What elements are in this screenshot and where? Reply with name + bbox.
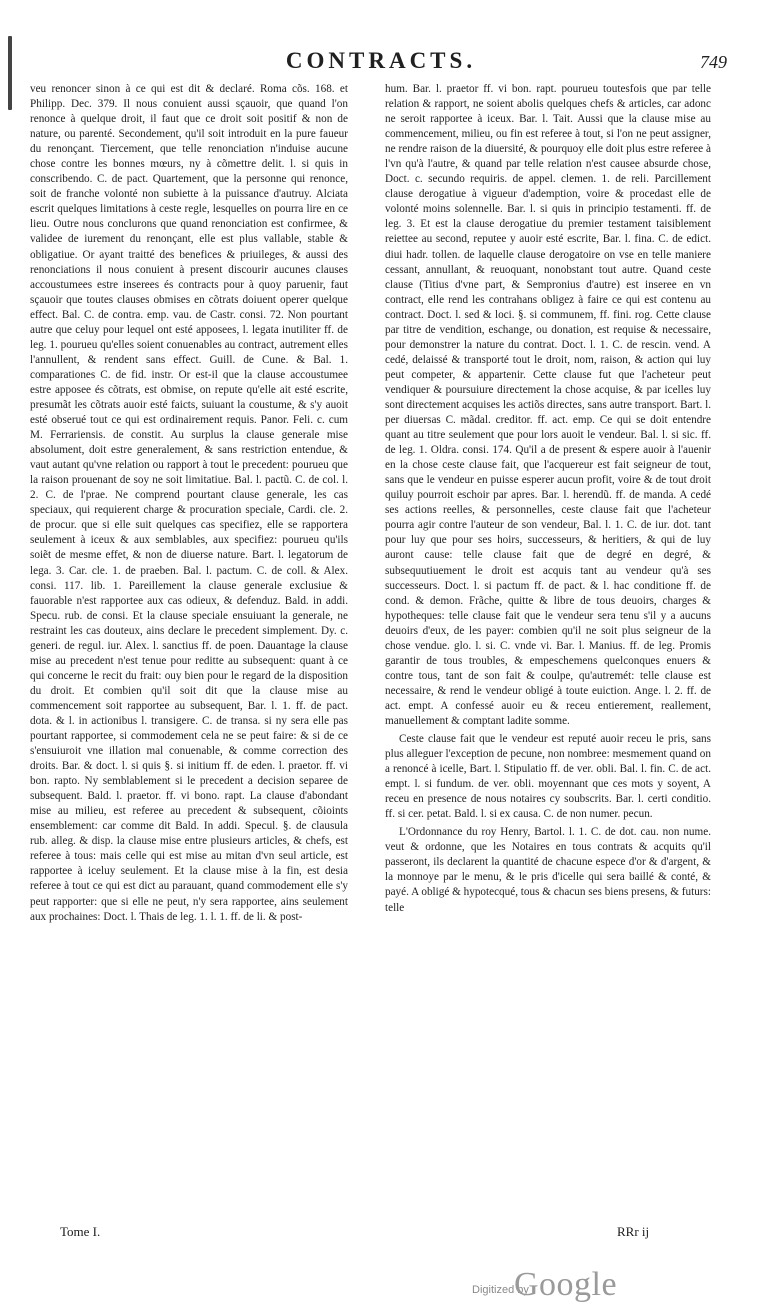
paragraph: hum. Bar. l. praetor ff. vi bon. rapt. pourueu toutesfois que par telle relation & rapport, ne soient abolis quelques chefs & articles, car adonc ne seroit rapportee à iceux. Bar. l. Tait. Aussi que la clause mise au commencement, milieu, ou fin est referee à tout, si l'on ne peut assigner, ne rendre raison de la diuersité, & pourquoy elle doit plus estre referee à l'vn qu'à l'autre, & quand par telle relation n'est causee absurde chose, Doct. c. secundo requiris. de appel. clemen. 1. de reli. Parcillement clause derogatiue à vigueur d'ademption, voire & procedast elle de volonté moins solennelle. Bar. l. si quis in principio testamenti. ff. de leg. 3. Et est la clause derogatiue du premier testament taisiblement reiettee au second, reputee y auoir esté escrite, Bar. l. fina. C. de edict. diui hadr. tollen. de laquelle clause derogatoire on vse en telle maniere cessant, annullant, & reuoquant, nonobstant tout autre. Quand ceste clause (Titius d'vne part, & Sempronius d'autre) est inseree en vn contract, elle rend les contrahans obligez à faire ce qui est contenu au contract. Doct. l. sed & loci. §. si communem, ff. fini. rog. Cette clause par titre de vendition, eschange, ou donation, est requise & necessaire, pour demonstrer la nature du contrat. Doct. l. 1. C. de rescin. vend. A cedé, delaissé & transporté tout le droit, nom, raison, & action qui luy peut competer, & appartenir. Cette clause fut que l'acheteur peut vendiquer & poursuiure directement la chose acquise, & par icelles luy sont directement acquises les actiõs directes, sans autre transport. Bart. l. per diuersas C. mãdal. creditor. ff. act. emp. Ce qui se doit entendre quant au titre seulement que pour lors auoit le vendeur. Bal. l. si sic. ff. de leg. 1. Oldra. consi. 174. Qu'il a de present & espere auoir à l'auenir en la chose ceste clause fait, que l'acquereur est fait seigneur de tout, sans que le vendeur en puisse esperer aucun profit, voire & de tout droit quiluy pourroit eschoir par apres. Bar. l. herendũ. ff. de manda. A cedé ses actions reelles, & personnelles, ceste clause fait que l'acheteur pourra agir contre l'auteur de son vendeur, Bal. l. 1. C. de iur. dot. tant pour luy que pour ses hoirs, successeurs, & heritiers, & qui de luy auront cause: telle clause fait que de degré en degré, & subsequutiuement le droit est acquis tant au vendeur qu'à ses successeurs. Doct. l. si pactum ff. de pact. & l. hac conditione ff. de cond. & demon. Frãche, quitte & libre de tous deuoirs, charges & hypotheques: telle clause fait que le vendeur sera tenu s'il y a aucuns deuoirs d'eux, de les payer: combien qu'il ne soit plus seigneur de la chose vendue. glo. l. si. C. vnde vi. Bar. l. Manius. ff. de leg. Promis garantir de tous troubles, & empeschemens quelconques enuers & contre tous, tant de son fait & coulpe, qu'autremét: telle clause est necessaire, & rend le vendeur obligé à toute euiction. Ange. l. 2. ff. de act. empt. A confessé auoir eu & receu entierement, reallement, manuellement & comptant ladite somme. xyxy=(385,83,711,727)
left-column xyxy=(30,82,348,1230)
paragraph: L'Ordonnance du roy Henry, Bartol. l. 1. C. de dot. cau. non nume. veut & ordonne, que les Notaires en tous contrats & acquits qu'il passeront, ils declarent la quantité de chacune espece d'or & d'argent, & la monnoye par le menu, & le pris d'icelle qui sera baillé & conté, & payé. A obligé & hypotecqué, tous & chacun ses biens presens, & futurs: telle xyxy=(385,826,711,914)
paragraph: veu renoncer sinon à ce qui est dit & declaré. Roma cõs. 168. et Philipp. Dec. 379. Il nous conuient aussi sçauoir, que quand l'on renonce à quelque droit, il faut que ce droit soit positif & non de nature, ou parenté. Secondement, qu'il soit introduit en la pure faueur du renonçant. Tiercement, que telle renonciation n'induise aucune chose contre les bonnes mœurs, ny à cõmettre delit. l. si quis in conscribendo. C. de pact. Quartement, que la personne qui renonce, soit de franche volonté non subiette à la puissance d'autruy. Alciata escrit quelques limitations à ceste regle, lesquelles on pourra lire en ce lieu. Outre nous conclurons que quand renonciation est confirmee, & validee de iurement du renonçant, elle est plus vallable, stable & obligatiue. Or ayant traitté des benefices & priuileges, & aussi des renonciations il nous conuient à present discourir aucunes clauses accoustumees estre inserees és contracts pour à quoy paruenir, faut sçauoir que toutes clauses obmises en cõtrats doiuent operer quelque effect. Bal. C. de contra. emp. vau. de Castr. consi. 72. Non pourtant autre que celuy pour lequel ont esté apposees, l. legata inutiliter ff. de leg. 1. pourueu qu'elles soient conuenables au contract, autrement elles l'annullent, & rendent sans effect. Guill. de Cune. & Bal. 1. comparationes C. de fid. instr. Or est-il que la clause accoustumee estre apposee és cõtrats, est obmise, on repute qu'elle ait esté escrite, presumãt les cõtrats auoir esté faicts, suiuant la coustume, & s'y auoit esté obserué tout ce qui est ordinairement requis. Panor. Feli. c. cum M. Ferrariensis. de constit. Au surplus la clause generale mise absolument, doit estre generalement, & sans restriction entendue, & vaut autant qu'vne relation ou rapport à tout le precedent: pourueu que la raison prouenant de soy ne soit limitatiue. Bal. l. pactũ. C. de col. l. 2. C. de l'prae. Ne comprend pourtant clause generale, les cas speciaux, qui requierent charge & procuration speciale, Cardi. cle. 2. de procur. que si elle suit quelques cas specifiez, elle se rapportera seulement à iceux & aux semblables, aux specifiez: pourueu qu'ils soiẽt de mesme effet, & non de diuerse nature. Bart. l. legatorum de lega. 3. Car. cle. 1. de praeben. Bal. l. pactum. C. de coll. & Alex. consi. 117. lib. 1. Pareillement la clause generale exclusiue & fauorable n'est rapportee aux cas odieux, & defenduz. Bald. in addi. Specu. rub. de consi. Et la clause speciale ensuiuant la generale, ne restraint les cas douteux, ains declare le precedent simplement. Dy. c. generi. de regul. iur. Alex. l. sanctius ff. de poen. Dauantage la clause mise au precedent n'est tenue pour reditte au subsequent: quant à ce qui concerne le recit du frait: ouy bien pour le regard de la disposition du droit. Et combien qu'il soit dit que la clause mise au commencement soit rapportee au subsequent, Bar. l. 1. ff. de pact. dota. & l. in actionibus l. transigere. C. de transa. si ny sera elle pas pourtant rapportee, si commodement cela ne se peut faire: & si de ce s'ensuiuroit vne illation mal conuenable, & comme correction des droits. Bar. & doct. l. si quis §. si initium ff. de eden. l. praetor. ff. vi bon. rapto. Ny semblablement si le precedent a decision separee de subsequent. Bald. l. praetor. ff. vi bono. rapt. La clause d'abondant mise au milieu, est referee au precedent & subsequent, cõioints ensemblement: car comme dit Bald. In addi. Specul. §. de clausula rub. alleg. & disp. la clause mise entre plusieurs articles, & chefs, est referee à tous: mais celle qui est mise au mitan d'vn seul article, est rapportee à iceluy seulement. Et la clause mise à la fin, est desia referee à tout ce qui est dict au parauant, quand commodement elle s'y peut rapporter: que si elle ne peut, n'y sera rapportee, ains seulement aux prochaines: Doct. l. Thais de leg. 1. l. 1. ff. de li. & post- xyxy=(30,83,348,923)
right-column xyxy=(385,82,711,1230)
paragraph: Ceste clause fait que le vendeur est reputé auoir receu le pris, sans plus alleguer l'exception de pecune, non nombree: mesmement quand on a renoncé à icelle, Bart. l. Stipulatio ff. de ver. obli. Bal. l. fin. C. de act. empt. l. si fundum. de ver. obli. moyennant que ces mots y soyent, A receu en presence de nous notaires cy soubscrits. Bar. l. certi conditio. ff. si cer. petat. Bald. l. si ex causa. C. de non numer. pecun. xyxy=(385,733,711,821)
volume-label: Tome I. xyxy=(60,1224,101,1239)
page-number: 749 xyxy=(700,52,727,72)
google-watermark xyxy=(462,1262,702,1308)
digitized-by-label: Digitized by xyxy=(472,1284,529,1296)
google-logo: Google xyxy=(514,1266,618,1303)
signature-mark: RRr ij xyxy=(617,1224,650,1239)
running-title: CONTRACTS. xyxy=(285,48,477,73)
